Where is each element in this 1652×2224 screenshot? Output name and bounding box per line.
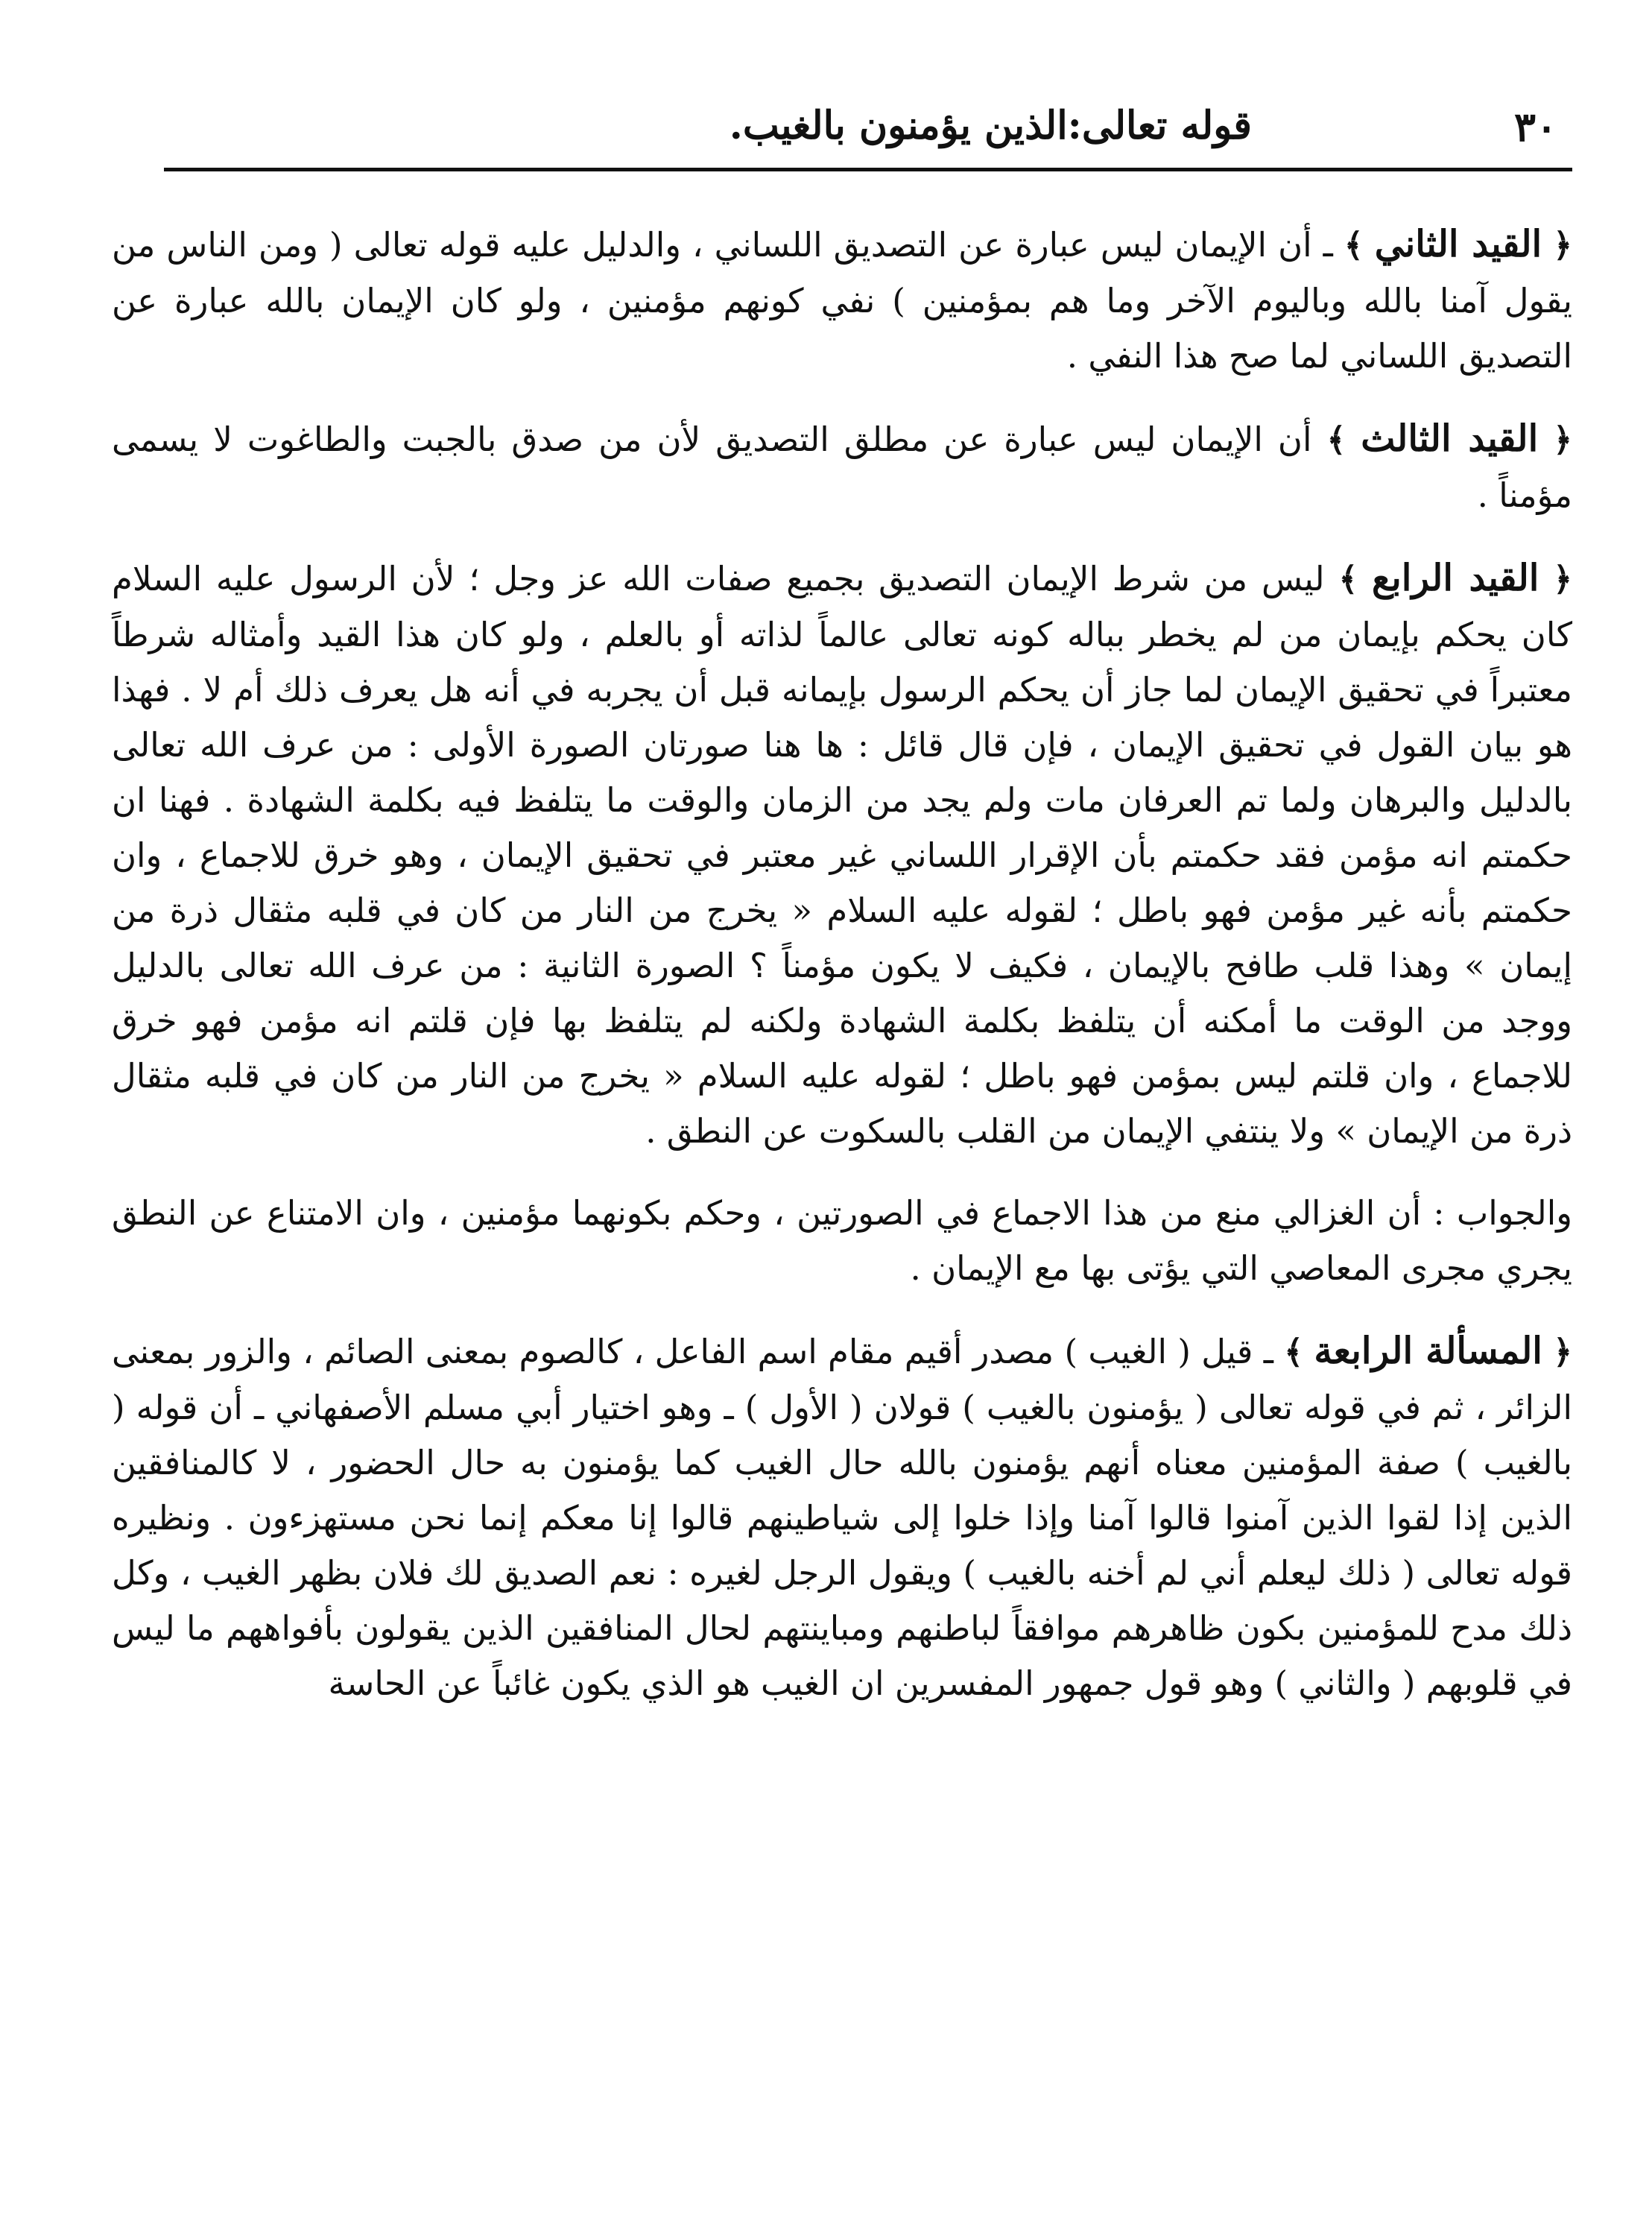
paragraph-qayd-3 [112,411,1572,523]
paragraph-heading: القيد الرابع [1372,556,1539,599]
paragraph-heading: القيد الثاني [1374,222,1542,265]
paragraph-text: ليس من شرط الإيمان التصديق بجميع صفات الله عز وجل ؛ لأن الرسول عليه السلام كان يحكم بإيمان من لم يخطر بباله كونه تعالى عالماً لذاته أو بالعلم ، ولو كان هذا القيد وأمثاله شرطاً معتبراً في تحقيق الإيمان لما جاز أن يحكم الرسول بإيمانه قبل أن يجربه في أنه هل يعرف ذلك أم لا . فهذا هو بيان القول في تحقيق الإيمان ، فإن قال قائل : ها هنا صورتان الصورة الأولى : من عرف الله تعالى بالدليل والبرهان ولما تم العرفان مات ولم يجد من الزمان والوقت ما يتلفظ فيه بكلمة الشهادة . فهنا ان حكمتم انه مؤمن فقد حكمتم بأن الإقرار اللساني غير معتبر في تحقيق الإيمان ، وهو خرق للاجماع ، وان حكمتم بأنه غير مؤمن فهو باطل ؛ لقوله عليه السلام « يخرج من النار من كان في قلبه مثقال ذرة من إيمان » وهذا قلب طافح بالإيمان ، فكيف لا يكون مؤمناً ؟ الصورة الثانية : من عرف الله تعالى بالدليل ووجد من الوقت ما أمكنه أن يتلفظ بكلمة الشهادة ولكنه لم يتلفظ بها فإن قلتم انه مؤمن فهو خرق للاجماع ، وان قلتم ليس بمؤمن فهو باطل ؛ لقوله عليه السلام « يخرج من النار من كان في قلبه مثقال ذرة من الإيمان » ولا ينتفي الإيمان من القلب بالسكوت عن النطق . [112,559,1572,1151]
ornate-bracket-open: ﴿ [1553,421,1572,459]
ornate-bracket-open: ﴿ [1553,227,1572,265]
paragraph-heading: القيد الثالث [1361,417,1539,460]
page-number: ٣٠ [1513,103,1557,151]
page [112,89,1572,2199]
ornate-bracket-close: ﴾ [1344,227,1364,265]
paragraph-text: ـ أن الإيمان ليس عبارة عن التصديق اللساني ، والدليل عليه قوله تعالى ( ومن الناس من يقول آمنا بالله وباليوم الآخر وما هم بمؤمنين ) نفي كونهم مؤمنين ، ولو كان الإيمان بالله عبارة عن التصديق اللساني لما صح هذا النفي . [112,225,1572,376]
paragraph-masala-4 [112,1323,1572,1711]
paragraph-qayd-2 [112,216,1572,384]
running-header [112,89,1572,171]
paragraph-text: ـ قيل ( الغيب ) مصدر أقيم مقام اسم الفاعل ، كالصوم بمعنى الصائم ، والزور بمعنى الزائر ، ثم في قوله تعالى ( يؤمنون بالغيب ) قولان ( الأول ) ـ وهو اختيار أبي مسلم الأصفهاني ـ أن قوله ( بالغيب ) صفة المؤمنين معناه أنهم يؤمنون بالله حال الغيب كما يؤمنون به حال الحضور ، لا كالمنافقين الذين إذا لقوا الذين آمنوا قالوا آمنا وإذا خلوا إلى شياطينهم قالوا إنا معكم إنما نحن مستهزءون . ونظيره قوله تعالى ( ذلك ليعلم أني لم أخنه بالغيب ) ويقول الرجل لغيره : نعم الصديق لك فلان بظهر الغيب ، وكل ذلك مدح للمؤمنين بكون ظاهرهم موافقاً لباطنهم ومباينتهم لحال المنافقين الذين يقولون بأفواههم ما ليس في قلوبهم ( والثاني ) وهو قول جمهور المفسرين ان الغيب هو الذي يكون غائباً عن الحاسة [112,1332,1572,1703]
ornate-bracket-open: ﴿ [1553,1333,1573,1371]
header-rule [164,168,1572,171]
ornate-bracket-close: ﴾ [1326,421,1346,459]
paragraph-qayd-4 [112,550,1572,1159]
paragraph-text: أن الإيمان ليس عبارة عن مطلق التصديق لأن من صدق بالجبت والطاغوت لا يسمى مؤمناً . [112,420,1572,515]
paragraph-answer [112,1186,1572,1296]
paragraph-heading: المسألة الرابعة [1314,1329,1542,1372]
body-text [112,216,1572,1711]
ornate-bracket-open: ﴿ [1553,560,1572,598]
header-title: قوله تعالى:الذين يؤمنون بالغيب. [729,103,1252,148]
ornate-bracket-close: ﴾ [1284,1333,1304,1371]
ornate-bracket-close: ﴾ [1338,560,1358,598]
paragraph-text: والجواب : أن الغزالي منع من هذا الاجماع في الصورتين ، وحكم بكونهما مؤمنين ، وان الامتناع عن النطق يجري مجرى المعاصي التي يؤتى بها مع الإيمان . [112,1193,1572,1288]
